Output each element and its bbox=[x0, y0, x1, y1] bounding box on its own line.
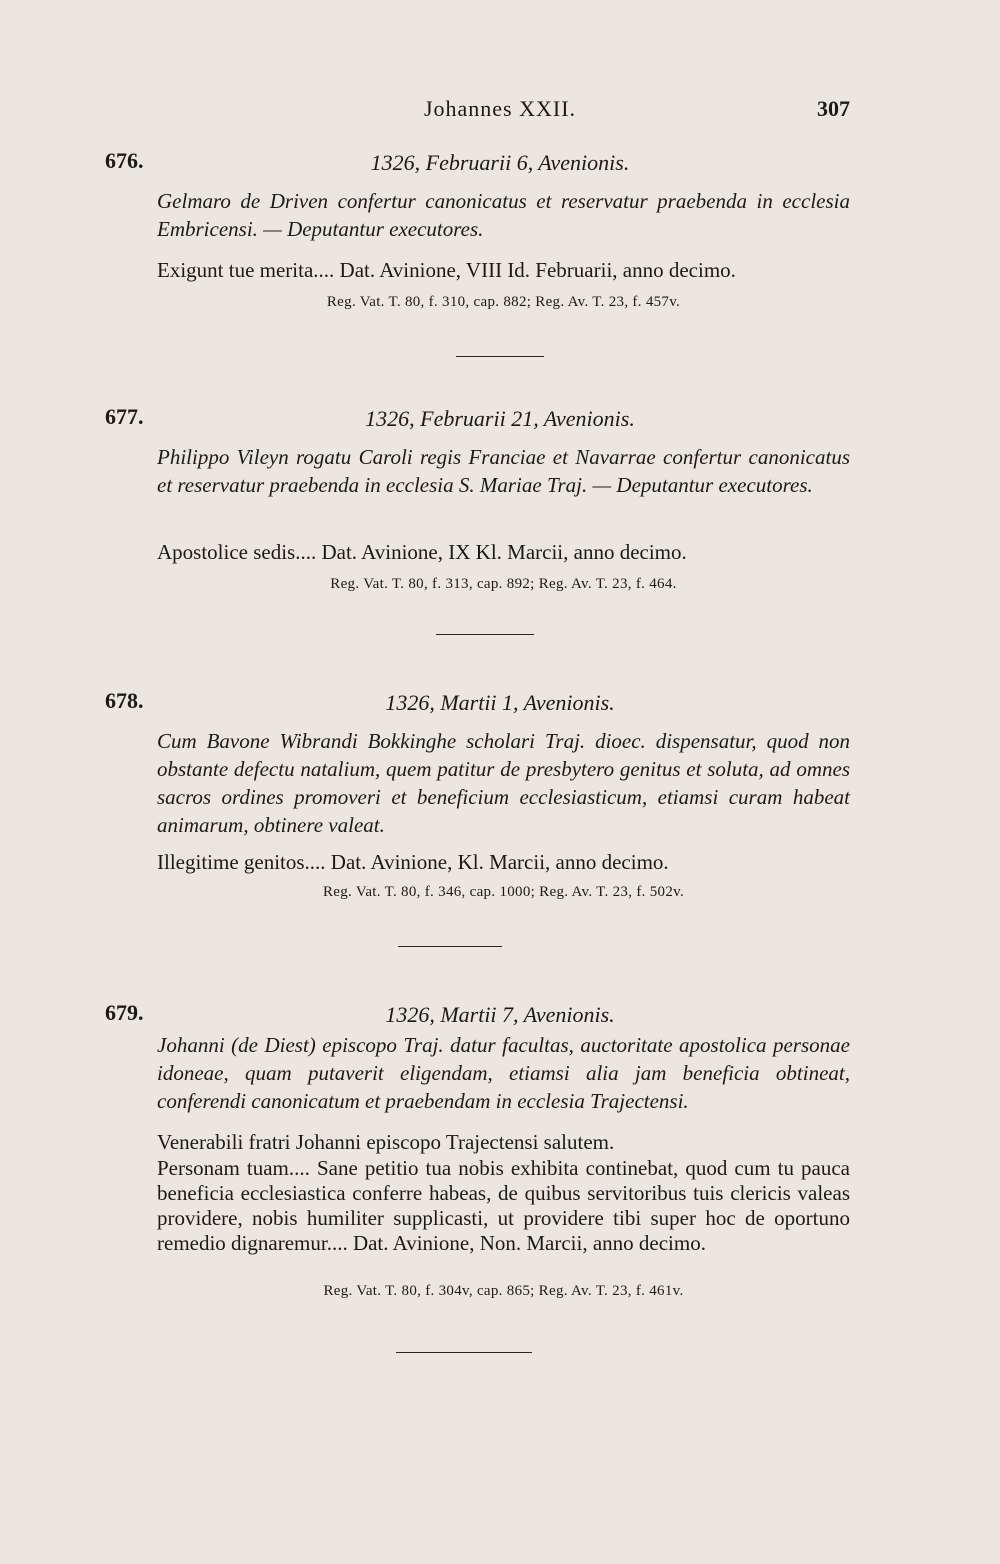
register-reference: Reg. Vat. T. 80, f. 310, cap. 882; Reg. Av. T. 23, f. 457v. bbox=[326, 294, 681, 310]
entry-text: Exigunt tue merita.... Dat. Avinione, VIII Id. Februarii, anno decimo. bbox=[157, 258, 736, 282]
separator-rule bbox=[396, 1352, 532, 1353]
separator-rule bbox=[398, 946, 502, 947]
entry-number: 678. bbox=[105, 688, 144, 713]
entry-date: 1326, Martii 7, Avenionis. bbox=[385, 1002, 615, 1027]
entry-date: 1326, Februarii 21, Avenionis. bbox=[365, 406, 635, 431]
entry-number: 679. bbox=[105, 1000, 144, 1025]
entry-text: Apostolice sedis.... Dat. Avinione, IX Kl. Marcii, anno decimo. bbox=[157, 540, 687, 564]
entry-text: Personam tuam.... Sane petitio tua nobis exhibita continebat, quod cum tu pauca beneficia ecclesiastica conferre habeas, de quibus servitoribus tuis clericis valeas providere, nobis humiliter supplicasti, ut providere tibi super hoc de oportuno remedio dignaremur.... Dat. Avinione, Non. Marcii, anno decimo. bbox=[157, 1156, 850, 1255]
register-reference: Reg. Vat. T. 80, f. 346, cap. 1000; Reg. Av. T. 23, f. 502v. bbox=[322, 884, 685, 900]
entry-number: 677. bbox=[105, 404, 144, 429]
entry-date: 1326, Martii 1, Avenionis. bbox=[385, 690, 615, 715]
entry-text: Illegitime genitos.... Dat. Avinione, Kl. Marcii, anno decimo. bbox=[157, 850, 669, 874]
entry-summary: Johanni (de Diest) episcopo Traj. datur facultas, auctoritate apostolica personae idoneae, quam putaverit eligendam, etiamsi alia jam beneficia obtineat, conferendi canonicatum et praebendam in ecclesia Trajectensi. bbox=[157, 1033, 850, 1113]
register-reference: Reg. Vat. T. 80, f. 313, cap. 892; Reg. Av. T. 23, f. 464. bbox=[330, 576, 677, 592]
entry-date: 1326, Februarii 6, Avenionis. bbox=[370, 150, 630, 175]
entry-summary: Philippo Vileyn rogatu Caroli regis Franciae et Navarrae confertur canonicatus et reservatur praebenda in ecclesia S. Mariae Traj. — Deputantur executores. bbox=[157, 445, 850, 497]
entry-summary: Gelmaro de Driven confertur canonicatus et reservatur praebenda in ecclesia Embricensi. — Deputantur executores. bbox=[157, 189, 850, 241]
register-reference: Reg. Vat. T. 80, f. 304v, cap. 865; Reg. Av. T. 23, f. 461v. bbox=[323, 1283, 684, 1299]
separator-rule bbox=[436, 634, 534, 635]
entry-summary: Cum Bavone Wibrandi Bokkinghe scholari Traj. dioec. dispensatur, quod non obstante defectu natalium, quem patitur de presbytero genitus et soluta, ad omnes sacros ordines promoveri et beneficium ecclesiasticum, etiamsi curam habeat animarum, obtinere valeat. bbox=[157, 729, 850, 837]
running-header: Johannes XXII. bbox=[423, 96, 577, 121]
page-number: 307 bbox=[817, 96, 850, 121]
separator-rule bbox=[456, 356, 544, 357]
entry-salutation: Venerabili fratri Johanni episcopo Trajectensi salutem. bbox=[157, 1130, 615, 1154]
entry-number: 676. bbox=[105, 148, 144, 173]
